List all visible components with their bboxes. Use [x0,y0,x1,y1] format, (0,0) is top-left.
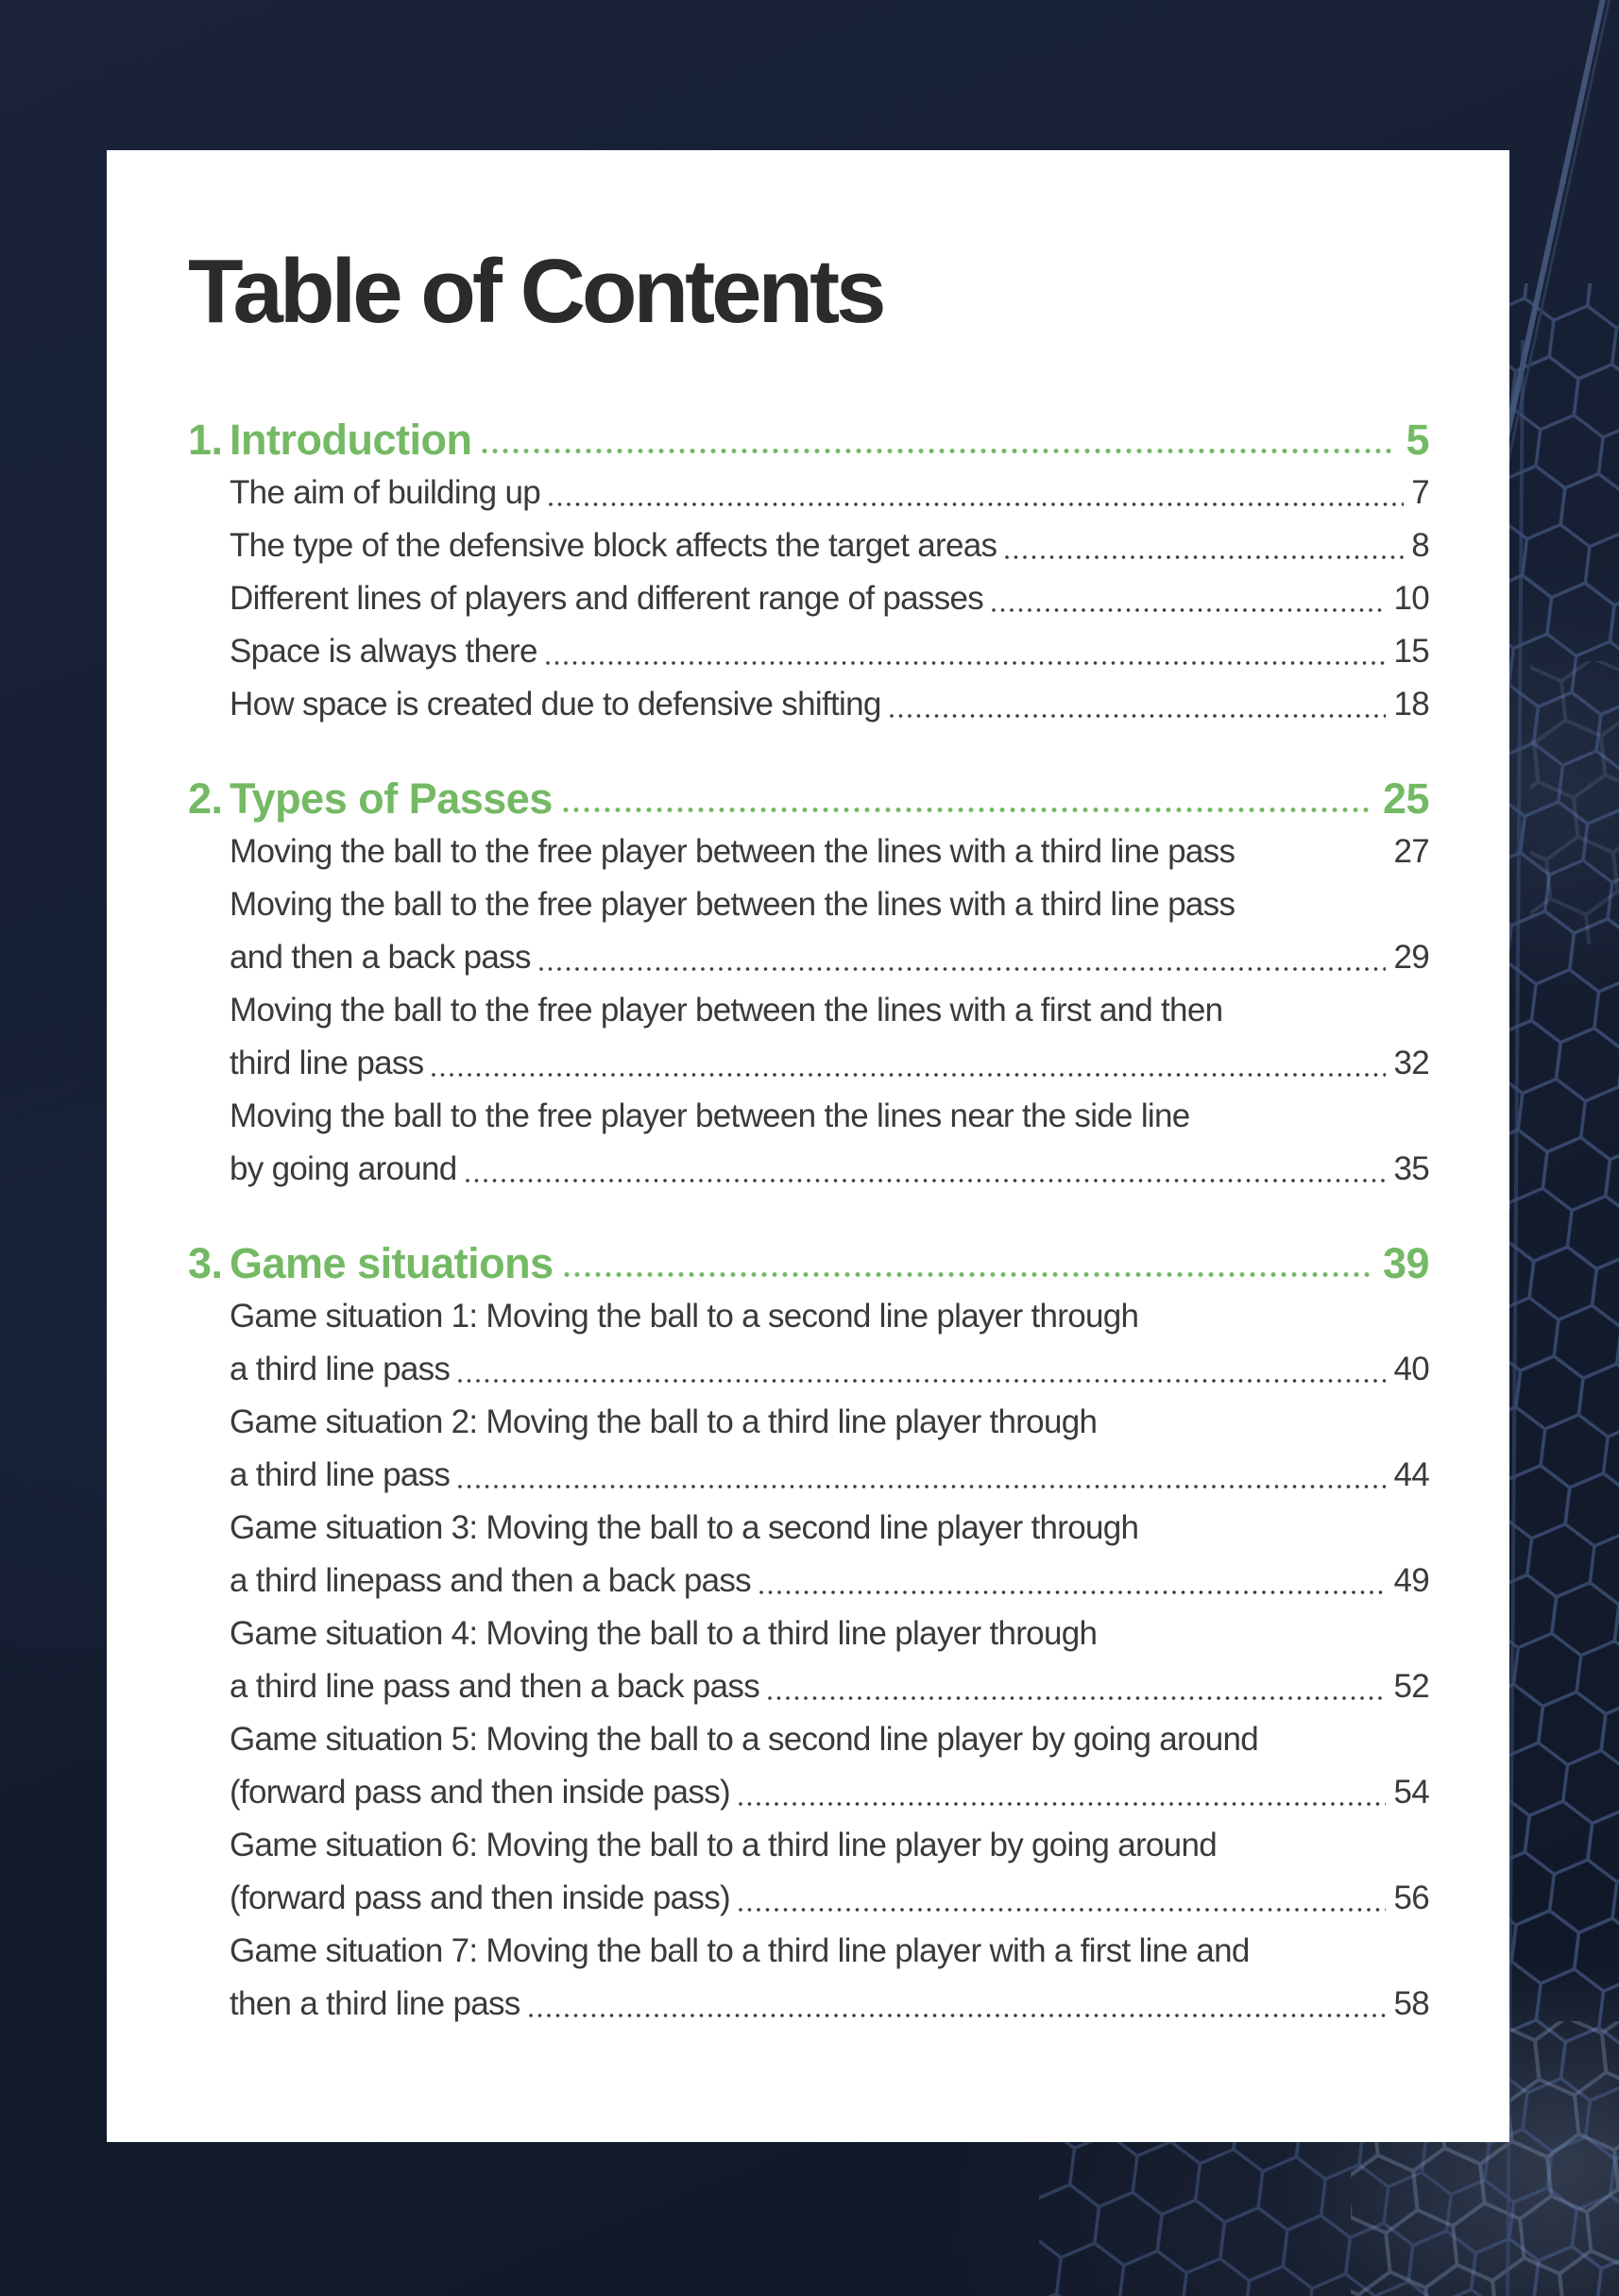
entry-page-number: 44 [1393,1456,1429,1493]
entry-page-number: 10 [1393,580,1429,617]
entry-page-number: 52 [1393,1668,1429,1705]
toc-entry-line [230,1037,1429,1090]
section-entries [188,1290,1429,2031]
entry-dot-leader [545,660,1387,666]
entry-page-number: 49 [1393,1562,1429,1599]
entry-dot-leader [548,502,1404,507]
toc-entry-line [230,984,1429,1037]
entry-text: a third linepass and then a back pass [230,1562,751,1599]
entry-text: Game situation 2: Moving the ball to a third line player through [230,1403,1098,1440]
entry-text: The type of the defensive block affects the target areas [230,527,997,564]
entry-page-number: 27 [1393,833,1429,870]
entry-text: then a third line pass [230,1985,520,2022]
entry-page-number: 8 [1411,527,1429,564]
entry-text: Game situation 3: Moving the ball to a second line player through [230,1509,1139,1546]
toc-section [188,774,1429,1196]
toc-entry-line [230,1872,1429,1925]
toc-entry-line [230,1343,1429,1396]
toc-sections [188,416,1429,2031]
toc-entry-line [230,1143,1429,1196]
section-entries [188,467,1429,731]
entry-text: Moving the ball to the free player between the lines near the side line [230,1097,1190,1134]
entry-text: a third line pass and then a back pass [230,1668,760,1705]
toc-entry-line [230,1713,1429,1766]
toc-entry-line [230,1090,1429,1143]
toc-entry-line [230,1766,1429,1819]
toc-entry-line [230,878,1429,931]
entry-text: Space is always there [230,633,537,670]
entry-text: Game situation 4: Moving the ball to a third line player through [230,1615,1098,1652]
section-heading [188,1239,1429,1288]
section-dot-leader [563,1270,1370,1279]
entry-page-number: 35 [1393,1150,1429,1187]
section-number: 1. [188,416,223,464]
entry-page-number: 7 [1411,474,1429,511]
entry-dot-leader [457,1484,1386,1489]
toc-entry-line [230,1819,1429,1872]
section-dot-leader [481,447,1392,455]
entry-dot-leader [528,2013,1387,2018]
section-heading [188,774,1429,824]
entry-page-number: 56 [1393,1879,1429,1916]
entry-page-number: 58 [1393,1985,1429,2022]
entry-dot-leader [758,1590,1386,1595]
section-number: 2. [188,774,223,823]
toc-entry-line [230,467,1429,519]
page-title: Table of Contents [188,241,883,342]
entry-text: Game situation 5: Moving the ball to a second line player by going around [230,1721,1259,1758]
entry-page-number: 29 [1393,939,1429,976]
entry-text: by going around [230,1150,457,1187]
section-title: Types of Passes [230,774,553,823]
entry-dot-leader [431,1072,1386,1078]
entry-text: Game situation 1: Moving the ball to a second line player through [230,1298,1139,1335]
toc-entry-line [230,1502,1429,1555]
goal-net-bright-strip [1530,661,1619,944]
section-title: Introduction [230,416,472,464]
toc-entry-line [230,1925,1429,1978]
toc-entry-line [230,1290,1429,1343]
toc-entry-line [230,625,1429,678]
toc-entry-line [230,1555,1429,1607]
entry-page-number: 54 [1393,1774,1429,1811]
toc-entry-line [230,825,1429,878]
entry-text: Moving the ball to the free player between the lines with a third line pass [230,833,1236,870]
entry-text: Moving the ball to the free player between the lines with a first and then [230,992,1223,1029]
entry-text: Game situation 7: Moving the ball to a third line player with a first line and [230,1932,1250,1969]
toc-section [188,416,1429,731]
entry-text: a third line pass [230,1456,451,1493]
entry-dot-leader [538,966,1387,972]
entry-text: a third line pass [230,1351,451,1387]
section-page-number: 39 [1382,1239,1429,1287]
toc-entry-line [230,678,1429,731]
toc-entry-line [230,1660,1429,1713]
toc-entry-line [230,1607,1429,1660]
entry-page-number: 32 [1393,1045,1429,1081]
toc-page-card [107,150,1509,2142]
entry-text: Game situation 6: Moving the ball to a third line player by going around [230,1827,1217,1863]
section-page-number: 5 [1406,416,1429,464]
entry-dot-leader [457,1378,1386,1384]
toc-entry-line [230,931,1429,984]
section-dot-leader [562,806,1370,814]
section-number: 3. [188,1239,223,1287]
entry-text: third line pass [230,1045,424,1081]
entry-text: (forward pass and then inside pass) [230,1879,730,1916]
toc-section [188,1239,1429,2031]
section-heading [188,416,1429,465]
entry-text: The aim of building up [230,474,540,511]
entry-dot-leader [738,1801,1387,1807]
entry-text: Different lines of players and different range of passes [230,580,984,617]
toc-entry-line [230,1978,1429,2031]
entry-text: How space is created due to defensive shifting [230,686,881,723]
entry-dot-leader [1004,554,1404,560]
entry-dot-leader [465,1178,1387,1183]
toc-entry-line [230,572,1429,625]
section-title: Game situations [230,1239,554,1287]
toc-entry-line [230,1396,1429,1449]
entry-text: and then a back pass [230,939,531,976]
entry-text: (forward pass and then inside pass) [230,1774,730,1811]
entry-text: Moving the ball to the free player between the lines with a third line pass [230,886,1236,923]
entry-page-number: 15 [1393,633,1429,670]
section-page-number: 25 [1382,774,1429,823]
entry-page-number: 18 [1393,686,1429,723]
section-entries [188,825,1429,1196]
entry-dot-leader [889,713,1387,719]
toc-entry-line [230,519,1429,572]
entry-dot-leader [991,607,1386,613]
entry-page-number: 40 [1393,1351,1429,1387]
entry-dot-leader [767,1695,1386,1701]
entry-dot-leader [738,1907,1387,1913]
toc-entry-line [230,1449,1429,1502]
